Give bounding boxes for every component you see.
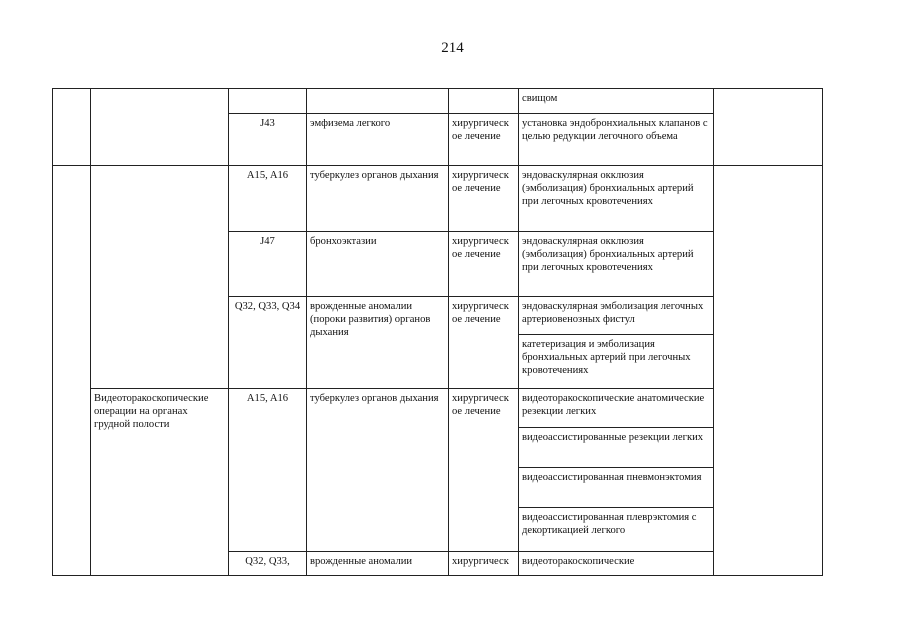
code-cell: Q32, Q33, — [229, 552, 307, 576]
method-cell: видеоассистированная плеврэктомия с декортикацией легкого — [519, 507, 713, 539]
treatment-cell: хирургическ ое лечение — [449, 297, 519, 389]
group-cell — [91, 552, 229, 576]
method-cell: видеоассистированные резекции легких — [519, 427, 713, 467]
extra-cell — [714, 232, 823, 297]
treatment-cell: хирургическ — [449, 552, 519, 576]
method-cell: эндоваскулярная окклюзия (эмболизация) бронхиальных артерий при легочных кровотечениях — [522, 170, 694, 207]
code-cell: Q32, Q33, Q34 — [229, 297, 307, 389]
group-cell — [91, 114, 229, 166]
method-cell: эндоваскулярная эмболизация легочных артериовенозных фистул — [522, 301, 704, 325]
index-cell — [53, 89, 91, 114]
table-row — [53, 232, 823, 297]
code-cell: A15, A16 — [229, 166, 307, 232]
code-cell — [229, 89, 307, 114]
group-cell — [91, 166, 229, 232]
code-cell: J43 — [229, 114, 307, 166]
group-cell: Видеоторакоскопические операции на органах грудной полости — [91, 389, 229, 552]
treatment-cell: хирургическ ое лечение — [449, 114, 519, 166]
method-cell: видеоторакоскопические анатомические резекции легких — [522, 393, 705, 417]
disease-cell — [307, 89, 449, 114]
table-row — [53, 114, 823, 166]
extra-cell — [714, 89, 823, 114]
treatment-cell: хирургическ ое лечение — [449, 166, 519, 232]
table-row — [53, 552, 823, 576]
treatment-cell: хирургическ ое лечение — [449, 389, 519, 552]
index-cell — [53, 114, 91, 166]
extra-cell — [714, 166, 823, 232]
code-cell: J47 — [229, 232, 307, 297]
method-cell: установка эндобронхиальных клапанов с целью редукции легочного объема — [522, 118, 708, 142]
group-cell — [91, 89, 229, 114]
disease-cell: туберкулез органов дыхания — [307, 166, 449, 232]
disease-cell: врожденные аномалии — [307, 552, 449, 576]
method-cell: видеоторакоскопические — [522, 556, 635, 567]
method-cell: свищом — [522, 93, 558, 104]
code-cell: A15, A16 — [229, 389, 307, 552]
treatment-cell — [449, 89, 519, 114]
table-row — [53, 89, 823, 114]
disease-cell: эмфизема легкого — [307, 114, 449, 166]
index-cell — [53, 232, 91, 297]
extra-cell — [714, 297, 823, 389]
method-cell: эндоваскулярная окклюзия (эмболизация) бронхиальных артерий при легочных кровотечениях — [522, 236, 694, 273]
method-cell: видеоассистированная пневмонэктомия — [519, 467, 713, 507]
treatment-cell: хирургическ ое лечение — [449, 232, 519, 297]
table-row — [53, 166, 823, 232]
index-cell — [53, 552, 91, 576]
group-cell — [91, 232, 229, 297]
extra-cell — [714, 389, 823, 552]
group-cell — [91, 297, 229, 389]
index-cell — [53, 297, 91, 389]
procedures-table — [52, 88, 823, 576]
index-cell — [53, 166, 91, 232]
disease-cell: врожденные аномалии (пороки развития) органов дыхания — [307, 297, 449, 389]
index-cell — [53, 389, 91, 552]
page-number: 214 — [441, 40, 464, 56]
table-row — [53, 389, 823, 552]
disease-cell: бронхоэктазии — [307, 232, 449, 297]
method-cell: катетеризация и эмболизация бронхиальных артерий при легочных кровотечениях — [519, 334, 713, 379]
disease-cell: туберкулез органов дыхания — [307, 389, 449, 552]
table-row — [53, 297, 823, 389]
extra-cell — [714, 552, 823, 576]
extra-cell — [714, 114, 823, 166]
